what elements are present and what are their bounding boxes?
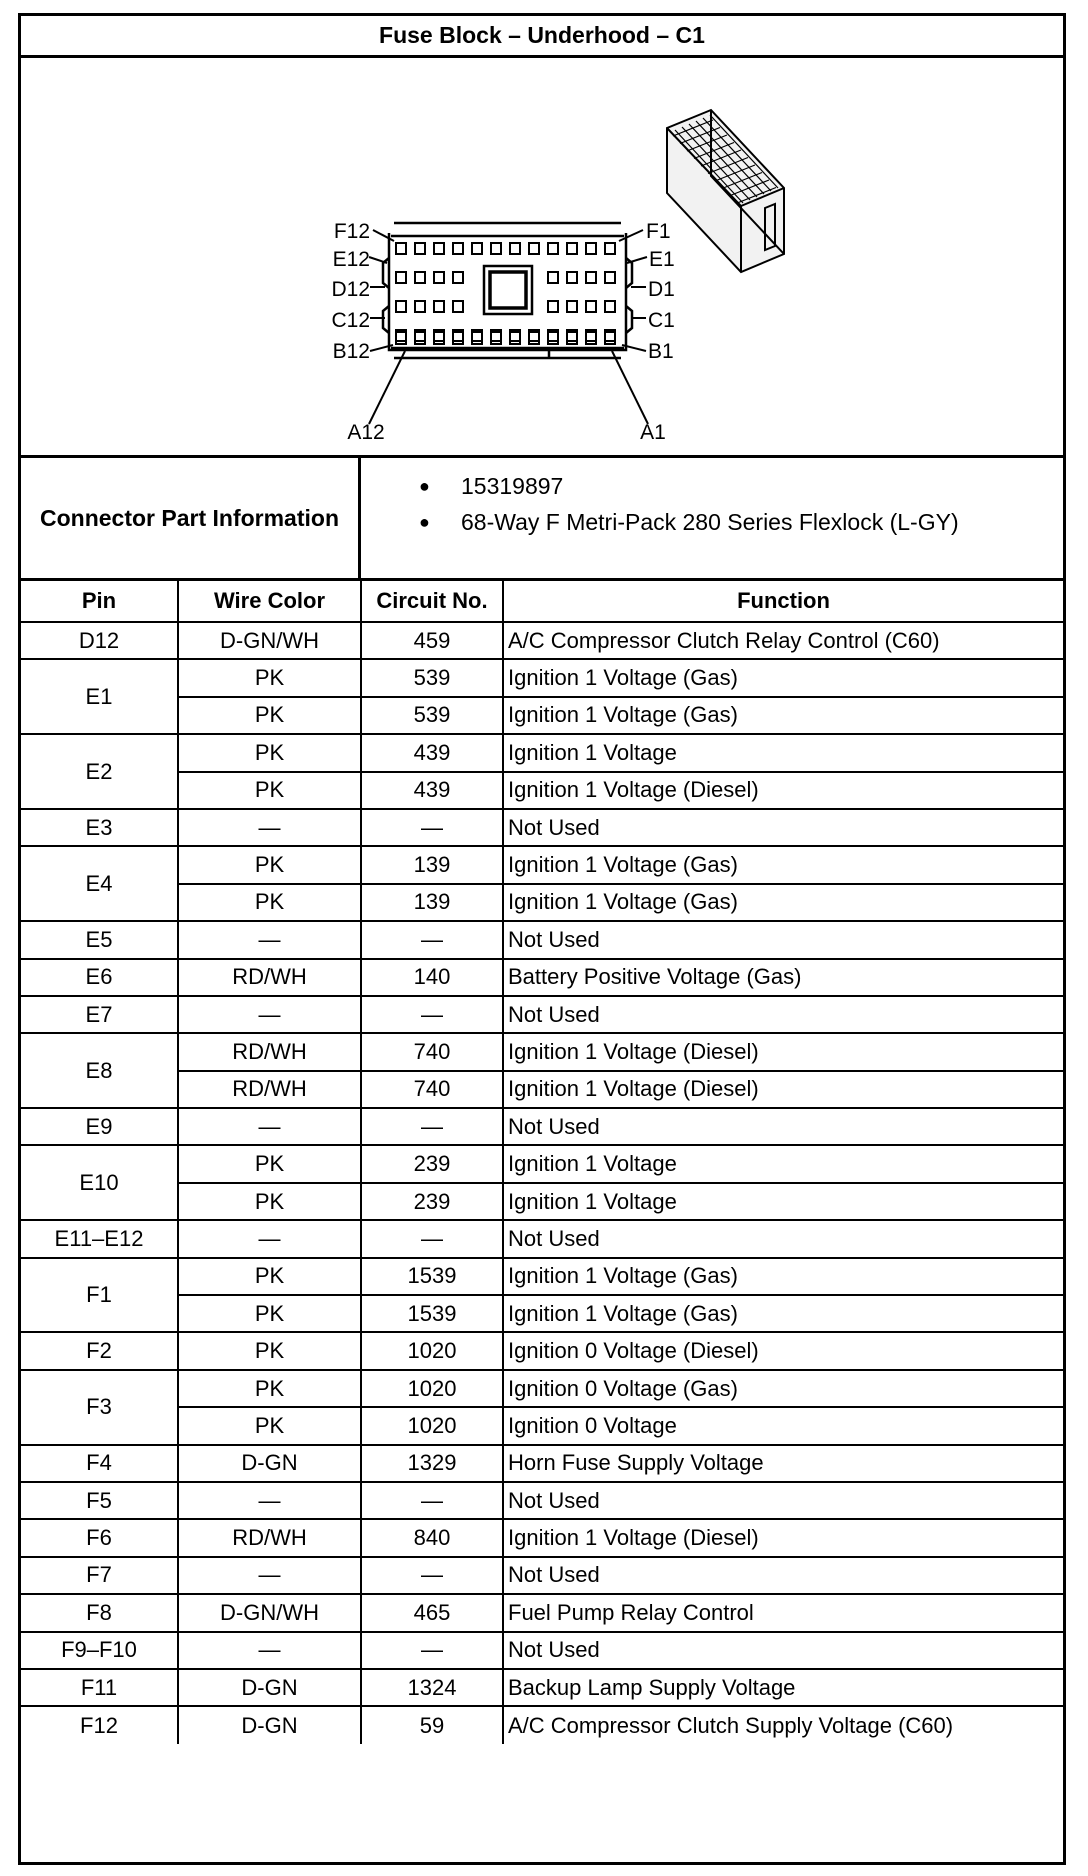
wire-color-cell: PK	[178, 1370, 361, 1407]
connector-cavity	[453, 272, 463, 283]
circuit-no-cell: 239	[361, 1183, 503, 1220]
function-cell: Backup Lamp Supply Voltage	[503, 1669, 1063, 1706]
pin-cell: E9	[21, 1108, 178, 1145]
connector-cavity	[396, 272, 406, 283]
table-row	[21, 1632, 1063, 1669]
function-cell: Ignition 1 Voltage (Gas)	[503, 697, 1063, 734]
table-row	[21, 1594, 1063, 1631]
pin-cell: E2	[21, 734, 178, 809]
connector-cavity	[415, 243, 425, 254]
circuit-no-cell: —	[361, 1632, 503, 1669]
pin-cell: D12	[21, 622, 178, 659]
connector-cavity	[567, 301, 577, 312]
function-cell: Not Used	[503, 1557, 1063, 1594]
function-cell: Ignition 1 Voltage (Gas)	[503, 1258, 1063, 1295]
connector-cavity	[415, 332, 425, 344]
circuit-no-cell: 840	[361, 1519, 503, 1556]
pin-label-b12: B12	[332, 340, 370, 363]
header-pin: Pin	[21, 581, 178, 622]
function-cell: Fuel Pump Relay Control	[503, 1594, 1063, 1631]
pin-label-c1: C1	[648, 309, 675, 332]
function-cell: A/C Compressor Clutch Supply Voltage (C60)	[503, 1706, 1063, 1743]
connector-cavity	[434, 272, 444, 283]
pin-cell: F9–F10	[21, 1632, 178, 1669]
circuit-no-cell: 1020	[361, 1370, 503, 1407]
function-cell: Ignition 1 Voltage (Gas)	[503, 659, 1063, 696]
header-wire-color: Wire Color	[178, 581, 361, 622]
circuit-no-cell: 439	[361, 772, 503, 809]
table-header-row	[21, 581, 1063, 622]
wire-color-cell: PK	[178, 772, 361, 809]
connector-cavity	[453, 243, 463, 254]
function-cell: Horn Fuse Supply Voltage	[503, 1445, 1063, 1482]
connector-cavity	[586, 301, 596, 312]
connector-part-info	[21, 458, 1063, 581]
wire-color-cell: RD/WH	[178, 1033, 361, 1070]
pin-label-f12: F12	[333, 220, 370, 243]
wire-color-cell: —	[178, 1108, 361, 1145]
function-cell: Not Used	[503, 996, 1063, 1033]
table-row	[21, 1332, 1063, 1369]
connector-diagram	[21, 58, 1063, 458]
connector-cavity	[548, 272, 558, 283]
connector-cavity	[472, 243, 482, 254]
function-cell: Ignition 1 Voltage	[503, 1145, 1063, 1182]
wire-color-cell: PK	[178, 1407, 361, 1444]
function-cell: Not Used	[503, 809, 1063, 846]
function-cell: Ignition 0 Voltage	[503, 1407, 1063, 1444]
circuit-no-cell: —	[361, 996, 503, 1033]
table-row	[21, 1108, 1063, 1145]
wire-color-cell: D-GN/WH	[178, 1594, 361, 1631]
pin-cell: E5	[21, 921, 178, 958]
pin-cell: E6	[21, 959, 178, 996]
connector-cavity	[605, 332, 615, 344]
wire-color-cell: PK	[178, 846, 361, 883]
pin-cell: E3	[21, 809, 178, 846]
circuit-no-cell: 139	[361, 846, 503, 883]
circuit-no-cell: —	[361, 921, 503, 958]
table-row	[21, 1183, 1063, 1220]
pin-label-f1: F1	[646, 220, 671, 243]
wire-color-cell: —	[178, 1220, 361, 1257]
pin-cell: F4	[21, 1445, 178, 1482]
pin-cell: F1	[21, 1258, 178, 1333]
circuit-no-cell: —	[361, 1482, 503, 1519]
wire-color-cell: PK	[178, 734, 361, 771]
table-row	[21, 1407, 1063, 1444]
wire-color-cell: D-GN	[178, 1445, 361, 1482]
pin-cell: E11–E12	[21, 1220, 178, 1257]
circuit-no-cell: —	[361, 1108, 503, 1145]
pin-cell: E1	[21, 659, 178, 734]
table-row	[21, 1220, 1063, 1257]
connector-cavity	[453, 301, 463, 312]
connector-cavity	[396, 332, 406, 344]
header-function: Function	[503, 581, 1063, 622]
table-row	[21, 846, 1063, 883]
pin-cell: F5	[21, 1482, 178, 1519]
connector-cavity	[453, 332, 463, 344]
pin-label-c12: C12	[331, 309, 370, 332]
connector-cavity	[605, 243, 615, 254]
connector-part-info-list	[361, 468, 1063, 540]
connector-cavity	[567, 272, 577, 283]
wire-color-cell: RD/WH	[178, 959, 361, 996]
table-row	[21, 996, 1063, 1033]
pinout-table-body	[21, 622, 1063, 1744]
table-row	[21, 1370, 1063, 1407]
connector-isometric-image	[667, 110, 784, 272]
table-row	[21, 959, 1063, 996]
wire-color-cell: D-GN/WH	[178, 622, 361, 659]
pin-label-d12: D12	[331, 278, 370, 301]
table-row	[21, 622, 1063, 659]
pin-cell: F8	[21, 1594, 178, 1631]
connector-cavity	[605, 301, 615, 312]
function-cell: Not Used	[503, 1108, 1063, 1145]
connector-document	[18, 13, 1066, 1865]
circuit-no-cell: 239	[361, 1145, 503, 1182]
pin-cell: F3	[21, 1370, 178, 1445]
pin-label-a1: A1	[640, 421, 666, 444]
connector-cavity	[510, 243, 520, 254]
pin-label-e12: E12	[332, 248, 370, 271]
wire-color-cell: RD/WH	[178, 1519, 361, 1556]
circuit-no-cell: 1324	[361, 1669, 503, 1706]
table-row	[21, 1669, 1063, 1706]
pinout-table	[21, 581, 1063, 1744]
function-cell: Not Used	[503, 1220, 1063, 1257]
circuit-no-cell: 140	[361, 959, 503, 996]
connector-cavity	[586, 272, 596, 283]
connector-cavity	[491, 243, 501, 254]
connector-cavity	[529, 332, 539, 344]
wire-color-cell: —	[178, 1482, 361, 1519]
connector-cavity	[567, 243, 577, 254]
function-cell: Not Used	[503, 1632, 1063, 1669]
table-row	[21, 1519, 1063, 1556]
function-cell: Battery Positive Voltage (Gas)	[503, 959, 1063, 996]
function-cell: Ignition 1 Voltage (Diesel)	[503, 772, 1063, 809]
bullet-icon: ●	[419, 476, 430, 496]
connector-cavity	[586, 243, 596, 254]
table-row	[21, 809, 1063, 846]
function-cell: Ignition 1 Voltage (Gas)	[503, 1295, 1063, 1332]
function-cell: Ignition 1 Voltage (Diesel)	[503, 1033, 1063, 1070]
circuit-no-cell: 139	[361, 884, 503, 921]
function-cell: Ignition 1 Voltage (Diesel)	[503, 1519, 1063, 1556]
function-cell: Ignition 0 Voltage (Diesel)	[503, 1332, 1063, 1369]
wire-color-cell: —	[178, 1557, 361, 1594]
table-row	[21, 921, 1063, 958]
connector-cavity	[396, 301, 406, 312]
wire-color-cell: —	[178, 921, 361, 958]
pin-label-e1: E1	[649, 248, 675, 271]
table-row	[21, 1445, 1063, 1482]
table-row	[21, 1295, 1063, 1332]
connector-cavity	[510, 332, 520, 344]
pin-cell: E8	[21, 1033, 178, 1108]
function-cell: Ignition 1 Voltage	[503, 734, 1063, 771]
connector-cavity	[472, 332, 482, 344]
header-circuit-no: Circuit No.	[361, 581, 503, 622]
function-cell: Ignition 1 Voltage (Gas)	[503, 884, 1063, 921]
circuit-no-cell: 1020	[361, 1407, 503, 1444]
circuit-no-cell: 1539	[361, 1258, 503, 1295]
wire-color-cell: —	[178, 809, 361, 846]
table-row	[21, 1033, 1063, 1070]
table-row	[21, 1706, 1063, 1743]
connector-cavity	[491, 332, 501, 344]
wire-color-cell: PK	[178, 1295, 361, 1332]
circuit-no-cell: 1020	[361, 1332, 503, 1369]
function-cell: Ignition 1 Voltage (Diesel)	[503, 1071, 1063, 1108]
pin-label-b1: B1	[648, 340, 674, 363]
connector-part-info-label: Connector Part Information	[21, 458, 361, 578]
wire-color-cell: PK	[178, 1258, 361, 1295]
wire-color-cell: PK	[178, 697, 361, 734]
circuit-no-cell: 465	[361, 1594, 503, 1631]
connector-cavity	[434, 332, 444, 344]
part-number: 15319897	[461, 473, 564, 499]
function-cell: Not Used	[503, 1482, 1063, 1519]
table-row	[21, 734, 1063, 771]
circuit-no-cell: 439	[361, 734, 503, 771]
table-row	[21, 1482, 1063, 1519]
wire-color-cell: D-GN	[178, 1669, 361, 1706]
wire-color-cell: PK	[178, 1332, 361, 1369]
pin-cell: F6	[21, 1519, 178, 1556]
pin-cell: F12	[21, 1706, 178, 1743]
circuit-no-cell: 740	[361, 1071, 503, 1108]
circuit-no-cell: —	[361, 809, 503, 846]
pin-cell: F7	[21, 1557, 178, 1594]
function-cell: Ignition 1 Voltage	[503, 1183, 1063, 1220]
connector-cavity	[586, 332, 596, 344]
wire-color-cell: PK	[178, 884, 361, 921]
pin-label-d1: D1	[648, 278, 675, 301]
table-row	[21, 697, 1063, 734]
wire-color-cell: PK	[178, 659, 361, 696]
connector-cavity	[567, 332, 577, 344]
pin-cell: E7	[21, 996, 178, 1033]
bullet-icon: ●	[419, 512, 430, 532]
table-row	[21, 1557, 1063, 1594]
table-row	[21, 659, 1063, 696]
circuit-no-cell: 459	[361, 622, 503, 659]
wire-color-cell: —	[178, 996, 361, 1033]
connector-cavity	[548, 243, 558, 254]
circuit-no-cell: 1329	[361, 1445, 503, 1482]
table-row	[21, 884, 1063, 921]
wire-color-cell: PK	[178, 1183, 361, 1220]
circuit-no-cell: 1539	[361, 1295, 503, 1332]
wire-color-cell: D-GN	[178, 1706, 361, 1743]
connector-description: 68-Way F Metri-Pack 280 Series Flexlock (L-GY)	[461, 509, 959, 535]
connector-cavity	[605, 272, 615, 283]
wire-color-cell: —	[178, 1632, 361, 1669]
pin-cell: F2	[21, 1332, 178, 1369]
connector-cavity	[548, 332, 558, 344]
table-row	[21, 1258, 1063, 1295]
wire-color-cell: RD/WH	[178, 1071, 361, 1108]
table-row	[21, 772, 1063, 809]
pin-cell: E10	[21, 1145, 178, 1220]
circuit-no-cell: 539	[361, 659, 503, 696]
connector-cavity	[415, 301, 425, 312]
document-title: Fuse Block – Underhood – C1	[21, 16, 1063, 58]
connector-cavity	[396, 243, 406, 254]
connector-cavity	[548, 301, 558, 312]
table-row	[21, 1145, 1063, 1182]
pin-cell: F11	[21, 1669, 178, 1706]
function-cell: Ignition 1 Voltage (Gas)	[503, 846, 1063, 883]
connector-cavity	[434, 301, 444, 312]
connector-face-drawing	[21, 58, 1063, 455]
circuit-no-cell: 740	[361, 1033, 503, 1070]
connector-description-item	[361, 504, 1063, 540]
function-cell: A/C Compressor Clutch Relay Control (C60)	[503, 622, 1063, 659]
circuit-no-cell: —	[361, 1220, 503, 1257]
circuit-no-cell: —	[361, 1557, 503, 1594]
connector-cavity	[415, 272, 425, 283]
circuit-no-cell: 59	[361, 1706, 503, 1743]
connector-cavity	[529, 243, 539, 254]
table-row	[21, 1071, 1063, 1108]
function-cell: Not Used	[503, 921, 1063, 958]
connector-cavity	[434, 243, 444, 254]
part-number-item	[361, 468, 1063, 504]
wire-color-cell: PK	[178, 1145, 361, 1182]
function-cell: Ignition 0 Voltage (Gas)	[503, 1370, 1063, 1407]
circuit-no-cell: 539	[361, 697, 503, 734]
pin-label-a12: A12	[347, 421, 385, 444]
pin-cell: E4	[21, 846, 178, 921]
